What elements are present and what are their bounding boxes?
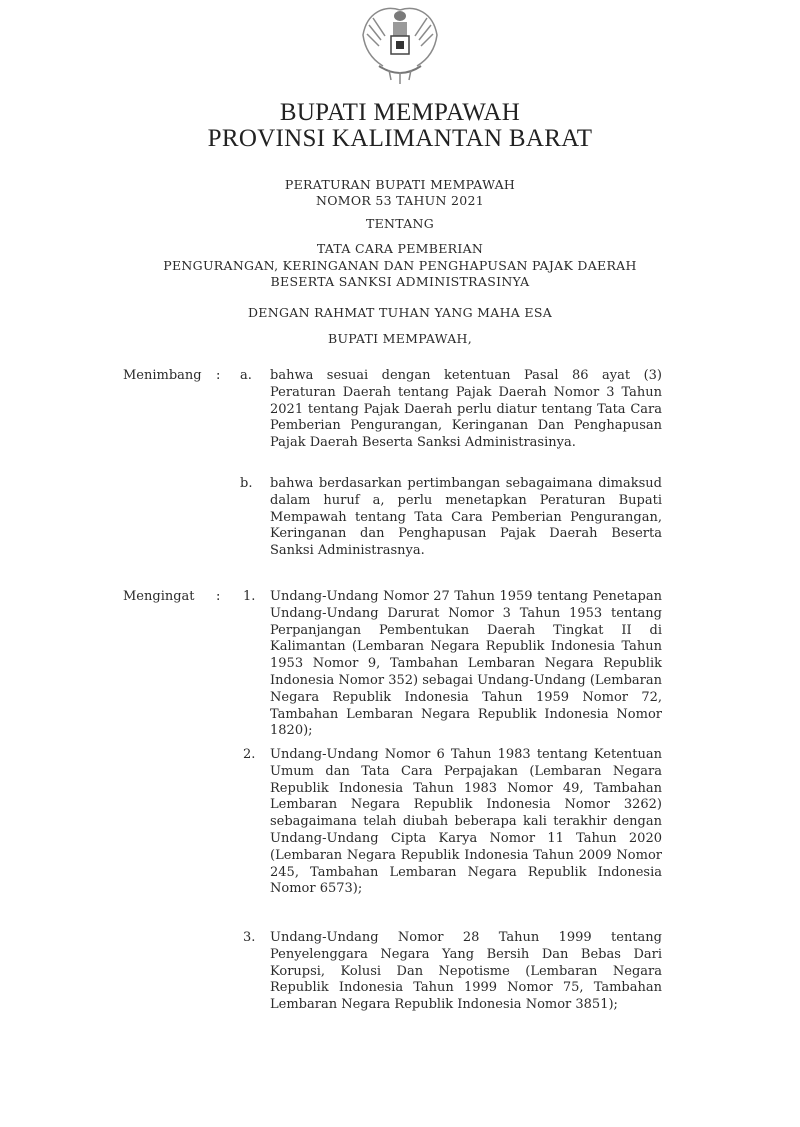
menimbang-item-a-marker: a. xyxy=(240,368,252,383)
menimbang-colon: : xyxy=(216,368,221,383)
mengingat-item-1-marker: 1. xyxy=(243,589,256,604)
preamble-authority: BUPATI MEMPAWAH, xyxy=(327,331,472,346)
menimbang-item-a: bahwa sesuai dengan ketentuan Pasal 86 ayat (3) Peraturan Daerah tentang Pajak Daerah Nomor 3 Tahun 2021 tentang Pajak Daerah perlu diatur tentang Tata Cara Pemberian Pengurangan, Keringanan Dan Penghapusan Pajak Daerah Beserta Sanksi Administrasinya. xyxy=(270,368,662,451)
menimbang-item-b-marker: b. xyxy=(240,476,253,491)
regulation-subject-line1: TATA CARA PEMBERIAN xyxy=(316,241,484,256)
regulation-number: NOMOR 53 TAHUN 2021 xyxy=(315,193,485,208)
menimbang-label: Menimbang xyxy=(123,368,202,383)
mengingat-label: Mengingat xyxy=(123,589,195,604)
regulation-about: TENTANG xyxy=(365,216,435,231)
mengingat-item-1: Undang-Undang Nomor 27 Tahun 1959 tentang Penetapan Undang-Undang Darurat Nomor 3 Tahun 1953 tentang Perpanjangan Pembentukan Daerah Tingkat II di Kalimantan (Lembaran Negara Republik Indonesia Tahun 1953 Nomor 9, Tambahan Lembaran Negara Republik Indonesia Nomor 352) sebagai Undang-Undang (Lembaran Negara Republik Indonesia Tahun 1959 Nomor 72, Tambahan Lembaran Negara Republik Indonesia Nomor 1820); xyxy=(270,589,662,739)
menimbang-item-b: bahwa berdasarkan pertimbangan sebagaimana dimaksud dalam huruf a, perlu menetapkan Peraturan Bupati Mempawah tentang Tata Cara Pemberian Pengurangan, Keringanan dan Penghapusan Pajak Daerah Beserta Sanksi Administrasnya. xyxy=(270,476,662,559)
regulation-subject-line2: PENGURANGAN, KERINGANAN DAN PENGHAPUSAN PAJAK DAERAH xyxy=(163,258,637,273)
garuda-emblem-icon xyxy=(355,0,445,88)
regulation-title: PERATURAN BUPATI MEMPAWAH xyxy=(284,177,516,192)
mengingat-item-3-marker: 3. xyxy=(243,930,256,945)
mengingat-item-3: Undang-Undang Nomor 28 Tahun 1999 tentang Penyelenggara Negara Yang Bersih Dan Bebas Dari Korupsi, Kolusi Dan Nepotisme (Lembaran Negara Republik Indonesia Tahun 1999 Nomor 75, Tambahan Lembaran Negara Republik Indonesia Nomor 3851); xyxy=(270,930,662,1013)
mengingat-colon: : xyxy=(216,589,221,604)
mengingat-item-2: Undang-Undang Nomor 6 Tahun 1983 tentang Ketentuan Umum dan Tata Cara Perpajakan (Lembaran Negara Republik Indonesia Tahun 1983 Nomor 49, Tambahan Lembaran Negara Republik Indonesia Nomor 3262) sebagaimana telah diubah beberapa kali terakhir dengan Undang-Undang Cipta Karya Nomor 11 Tahun 2020 (Lembaran Negara Republik Indonesia Tahun 2009 Nomor 245, Tambahan Lembaran Negara Republik Indonesia Nomor 6573); xyxy=(270,747,662,897)
header-bupati: BUPATI MEMPAWAH xyxy=(279,99,521,126)
regulation-subject-line3: BESERTA SANKSI ADMINISTRASINYA xyxy=(270,274,530,289)
preamble-invocation: DENGAN RAHMAT TUHAN YANG MAHA ESA xyxy=(247,305,553,320)
mengingat-item-2-marker: 2. xyxy=(243,747,256,762)
header-province: PROVINSI KALIMANTAN BARAT xyxy=(207,125,593,152)
